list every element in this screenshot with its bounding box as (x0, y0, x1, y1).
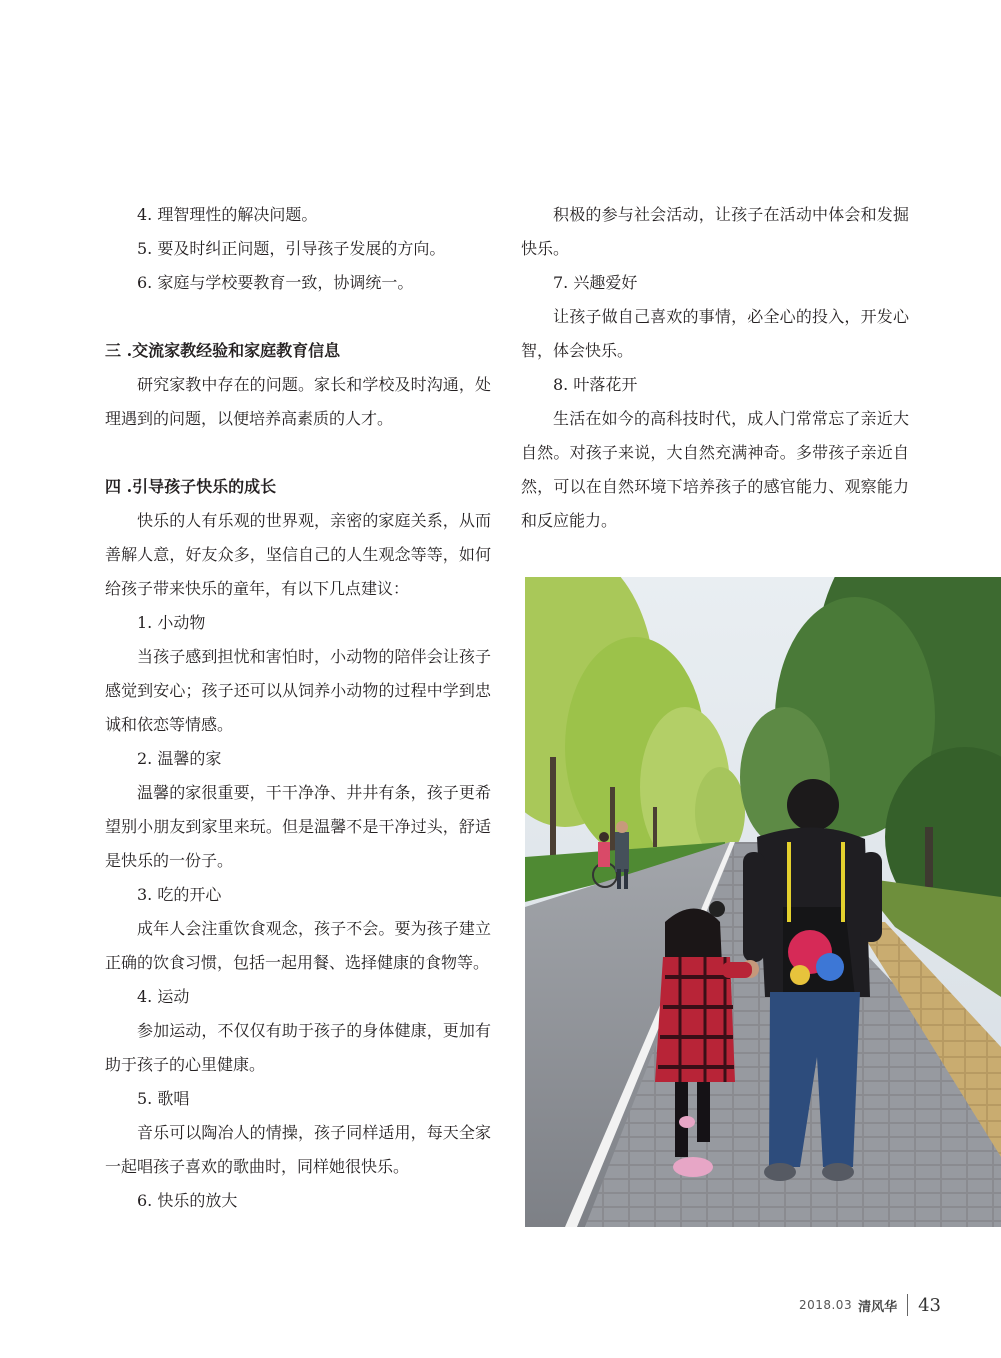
subsection-body: 成年人会注重饮食观念，孩子不会。要为孩子建立正确的饮食习惯，包括一起用餐、选择健康的食物等。 (105, 919, 491, 972)
list-item: 6. 家庭与学校要教育一致，协调统一。 (137, 273, 414, 292)
photo-illustration (525, 577, 1001, 1227)
subsection-title: 8. 叶落花开 (553, 375, 638, 394)
subsection-body: 让孩子做自己喜欢的事情，必全心的投入，开发心智，体会快乐。 (521, 307, 909, 360)
section-4-heading (105, 470, 491, 504)
section-3-number: 三 . (105, 341, 133, 360)
subsection-body: 积极的参与社会活动，让孩子在活动中体会和发掘快乐。 (521, 205, 909, 258)
right-column (521, 198, 909, 538)
section-4-intro: 快乐的人有乐观的世界观，亲密的家庭关系，从而善解人意，好友众多，坚信自己的人生观念等等，如何给孩子带来快乐的童年，有以下几点建议： (105, 511, 491, 598)
section-3-body: 研究家教中存在的问题。家长和学校及时沟通，处理遇到的问题，以便培养高素质的人才。 (105, 375, 491, 428)
left-column (105, 198, 491, 1218)
subsection-body: 当孩子感到担忧和害怕时，小动物的陪伴会让孩子感觉到安心；孩子还可以从饲养小动物的过程中学到忠诚和依恋等情感。 (105, 647, 491, 734)
section-4-number: 四 . (105, 477, 133, 496)
subsection-title: 2. 温馨的家 (137, 749, 222, 768)
list-item: 5. 要及时纠正问题，引导孩子发展的方向。 (137, 239, 446, 258)
subsection-body: 生活在如今的高科技时代，成人门常常忘了亲近大自然。对孩子来说，大自然充满神奇。多带孩子亲近自然，可以在自然环境下培养孩子的感官能力、观察能力和反应能力。 (521, 409, 909, 530)
list-item: 4. 理智理性的解决问题。 (137, 205, 318, 224)
subsection-title: 7. 兴趣爱好 (553, 273, 638, 292)
subsection-title: 6. 快乐的放大 (137, 1191, 238, 1210)
subsection-body: 温馨的家很重要，干干净净、井井有条，孩子更希望别小朋友到家里来玩。但是温馨不是干净过头，舒适是快乐的一份子。 (105, 783, 491, 870)
subsection-title: 1. 小动物 (137, 613, 206, 632)
issue-label: 2018.03 (798, 1298, 853, 1312)
footer-divider (907, 1294, 908, 1316)
subsection-body: 参加运动，不仅仅有助于孩子的身体健康，更加有助于孩子的心里健康。 (105, 1021, 491, 1074)
section-4-title: 引导孩子快乐的成长 (132, 477, 277, 496)
section-3-heading (105, 334, 491, 368)
subsection-title: 5. 歌唱 (137, 1089, 190, 1108)
magazine-name: 清风华 (858, 1299, 898, 1315)
article-photo (525, 577, 1001, 1227)
page-number: 43 (918, 1294, 941, 1316)
subsection-body: 音乐可以陶冶人的情操，孩子同样适用，每天全家一起唱孩子喜欢的歌曲时，同样她很快乐。 (105, 1123, 491, 1176)
subsection-title: 4. 运动 (137, 987, 190, 1006)
page-footer (799, 1292, 941, 1318)
subsection-title: 3. 吃的开心 (137, 885, 222, 904)
section-3-title: 交流家教经验和家庭教育信息 (132, 341, 341, 360)
